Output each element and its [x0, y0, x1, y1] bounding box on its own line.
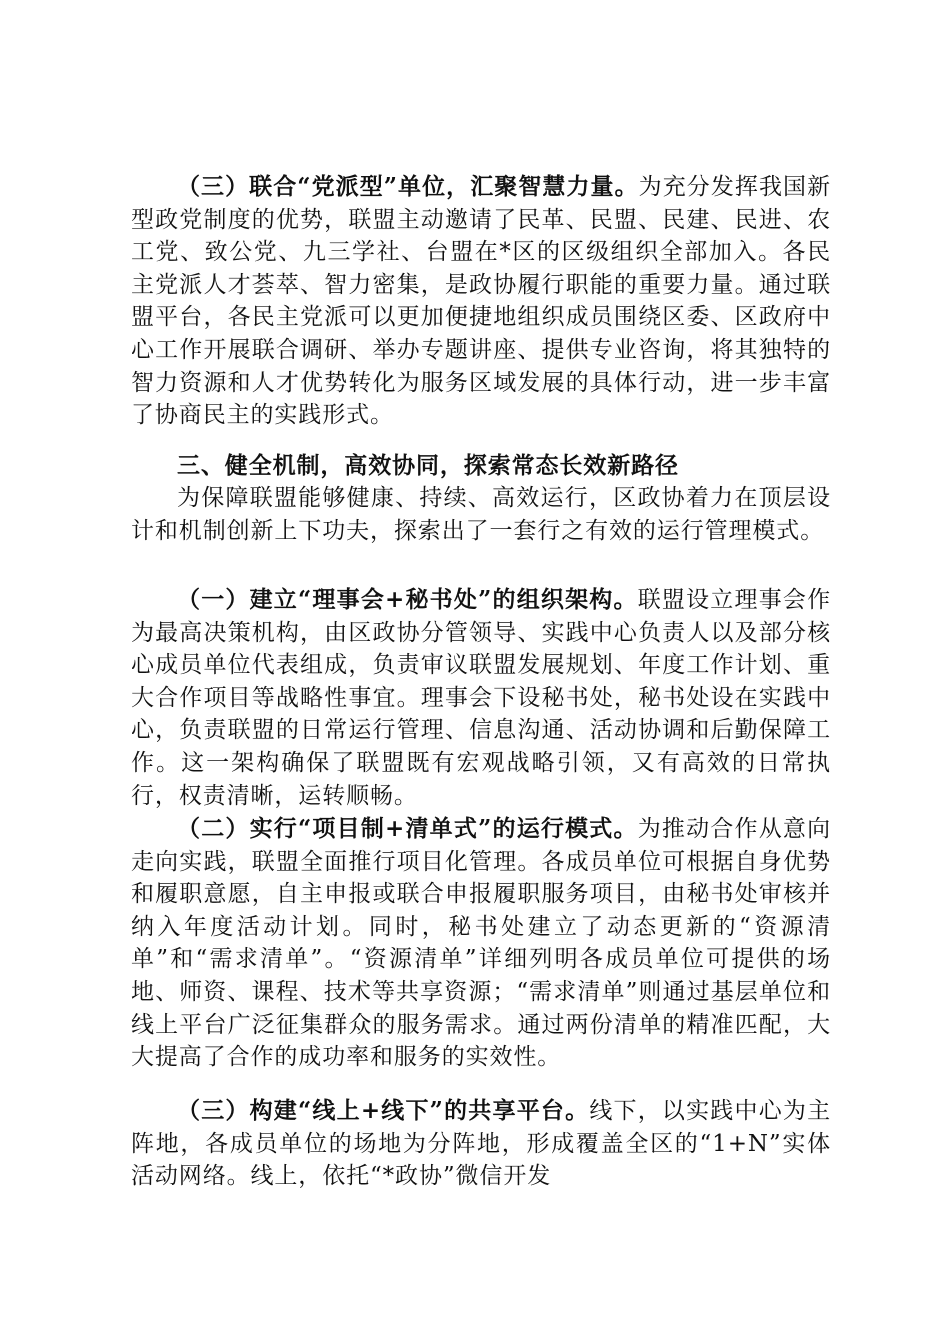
paragraph-lead: （一）建立“理事会+秘书处”的组织架构。 — [177, 586, 638, 613]
paragraph-lead: （三）构建“线上+线下”的共享平台。 — [177, 1097, 590, 1124]
paragraph-party-units — [131, 171, 831, 432]
paragraph-lead: （二）实行“项目制+清单式”的运行模式。 — [177, 815, 638, 842]
paragraph-body: 线下，以实践中心为主阵地，各成员单位的场地为分阵地，形成覆盖全区的“1+N”实体活动网络。线上，依托“*政协”微信开发 — [131, 1098, 832, 1190]
paragraph-intro — [131, 482, 831, 547]
paragraph-body: 为充分发挥我国新型政党制度的优势，联盟主动邀请了民革、民盟、民建、民进、农工党、致公党、九三学社、台盟在*区的区级组织全部加入。各民主党派人才荟萃、智力密集，是政协履行职能的重要力量。通过联盟平台，各民主党派可以更加便捷地组织成员围绕区委、区政府中心工作开展联合调研、举办专题讲座、提供专业咨询，将其独特的智力资源和人才优势转化为服务区域发展的具体行动，进一步丰富了协商民主的实践形式。 — [131, 174, 831, 429]
paragraph-body: 为推动合作从意向走向实践，联盟全面推行项目化管理。各成员单位可根据自身优势和履职意愿，自主申报或联合申报履职服务项目，由秘书处审核并纳入年度活动计划。同时，秘书处建立了动态更新的“资源清单”和“需求清单”。“资源清单”详细列明各成员单位可提供的场地、师资、课程、技术等共享资源；“需求清单”则通过基层单位和线上平台广泛征集群众的服务需求。通过两份清单的精准匹配，大大提高了合作的成功率和服务的实效性。 — [131, 816, 831, 1071]
paragraph-body: 为保障联盟能够健康、持续、高效运行，区政协着力在顶层设计和机制创新上下功夫，探索出了一套行之有效的运行管理模式。 — [131, 485, 831, 544]
paragraph-operation-mode — [131, 813, 831, 1074]
paragraph-org-structure — [131, 584, 831, 812]
paragraph-lead: （三）联合“党派型”单位，汇聚智慧力量。 — [177, 173, 639, 200]
paragraph-platform — [131, 1095, 831, 1193]
paragraph-body: 联盟设立理事会作为最高决策机构，由区政协分管领导、实践中心负责人以及部分核心成员单位代表组成，负责审议联盟发展规划、年度工作计划、重大合作项目等战略性事宜。理事会下设秘书处，秘书处设在实践中心，负责联盟的日常运行管理、信息沟通、活动协调和后勤保障工作。这一架构确保了联盟既有宏观战略引领，又有高效的日常执行，权责清晰，运转顺畅。 — [131, 587, 831, 809]
section-heading: 三、健全机制，高效协同，探索常态长效新路径 — [177, 452, 679, 479]
